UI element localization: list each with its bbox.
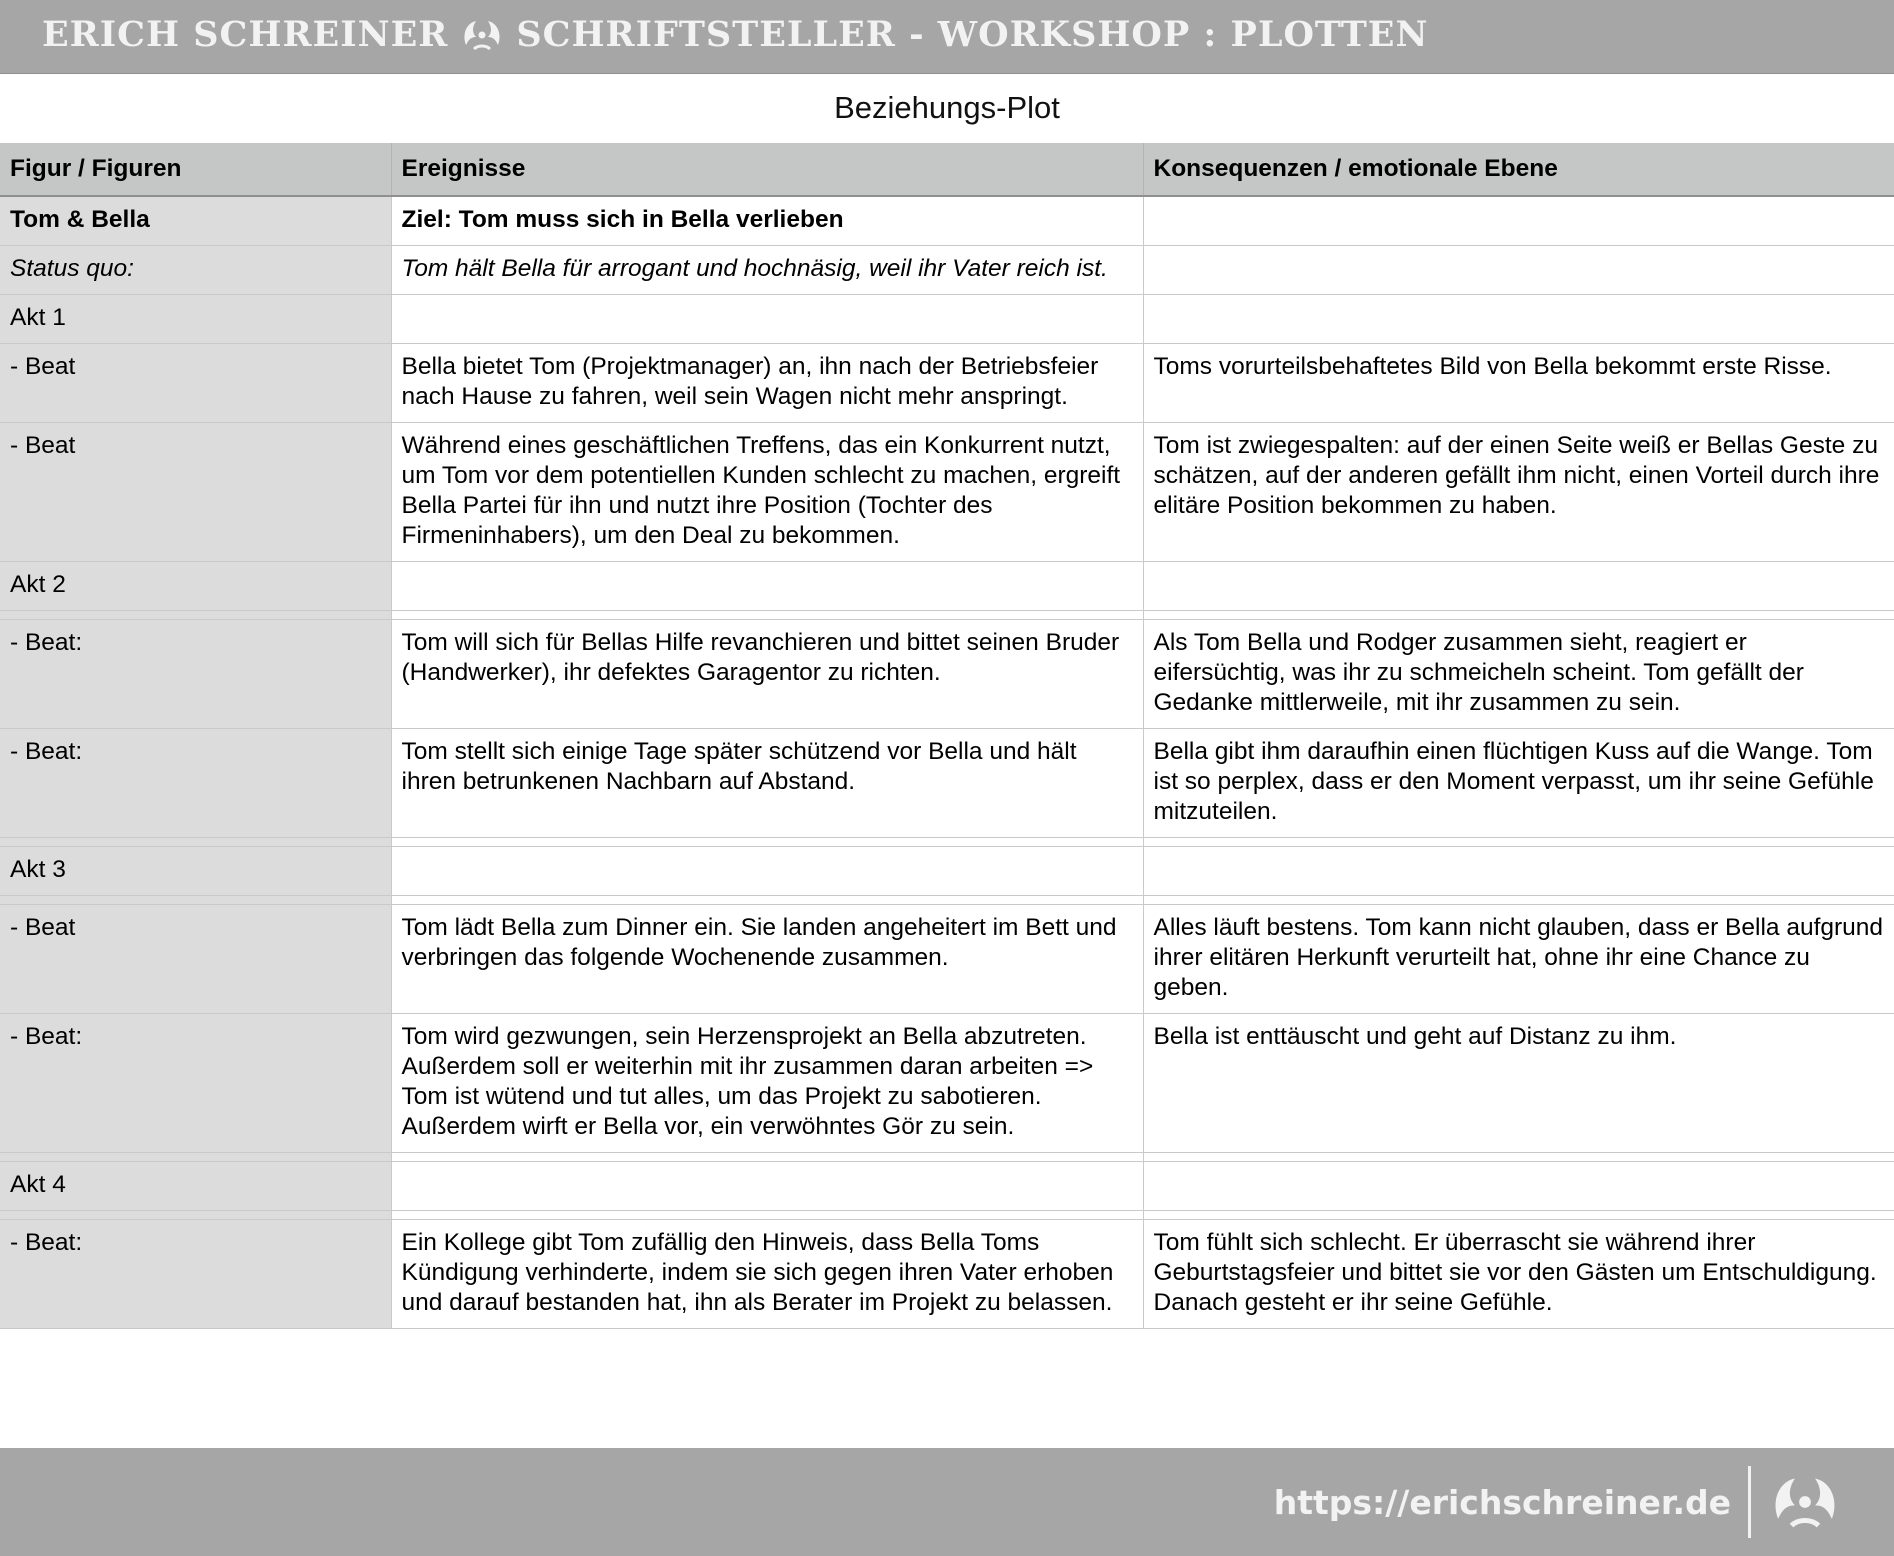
row-event: Tom hält Bella für arrogant und hochnäsig, weil ihr Vater reich ist. — [391, 246, 1143, 295]
table-row — [0, 1220, 1894, 1329]
column-header-figures: Figur / Figuren — [0, 143, 391, 196]
brand-name: ERICH SCHREINER — [42, 14, 449, 55]
table-row — [0, 620, 1894, 729]
row-event — [391, 611, 1143, 620]
table-row — [0, 246, 1894, 295]
table-row — [0, 1211, 1894, 1220]
row-event: Tom wird gezwungen, sein Herzensprojekt an Bella abzutreten. Außerdem soll er weiterhin mit ihr zusammen daran arbeiten => Tom ist wütend und tut alles, um das Projekt zu sabotieren. Außerdem wirft er Bella vor, ein verwöhntes Gör zu sein. — [391, 1014, 1143, 1153]
row-event: Ein Kollege gibt Tom zufällig den Hinweis, dass Bella Toms Kündigung verhinderte, indem sie sich gegen ihren Vater erhoben und darauf bestanden hat, ihn als Berater im Projekt zu belassen. — [391, 1220, 1143, 1329]
row-label: - Beat: — [0, 1220, 391, 1329]
row-consequence — [1143, 847, 1894, 896]
row-event: Tom stellt sich einige Tage später schützend vor Bella und hält ihren betrunkenen Nachbarn auf Abstand. — [391, 729, 1143, 838]
row-event — [391, 562, 1143, 611]
table-row — [0, 1014, 1894, 1153]
row-label: - Beat: — [0, 729, 391, 838]
row-label: - Beat — [0, 423, 391, 562]
row-consequence: Tom fühlt sich schlecht. Er überrascht sie während ihrer Geburtstagsfeier und bittet sie vor den Gästen um Entschuldigung. Danach gesteht er ihr seine Gefühle. — [1143, 1220, 1894, 1329]
row-consequence: Als Tom Bella und Rodger zusammen sieht, reagiert er eifersüchtig, was ihr zu schmeicheln scheint. Tom gefällt der Gedanke mittlerweile, mit ihr zusammen zu sein. — [1143, 620, 1894, 729]
row-event: Während eines geschäftlichen Treffens, das ein Konkurrent nutzt, um Tom vor dem potentiellen Kunden schlecht zu machen, ergreift Bella Partei für ihn und nutzt ihre Position (Tochter des Firmeninhabers), um den Deal zu bekommen. — [391, 423, 1143, 562]
row-event — [391, 295, 1143, 344]
row-event — [391, 1211, 1143, 1220]
table-row — [0, 196, 1894, 246]
document-title: Beziehungs-Plot — [834, 90, 1060, 125]
table-row — [0, 1162, 1894, 1211]
row-event — [391, 838, 1143, 847]
row-label — [0, 896, 391, 905]
row-event: Bella bietet Tom (Projektmanager) an, ihn nach der Betriebsfeier nach Hause zu fahren, weil sein Wagen nicht mehr anspringt. — [391, 344, 1143, 423]
brand-subtitle: SCHRIFTSTELLER - WORKSHOP : PLOTTEN — [516, 14, 1429, 55]
table-row — [0, 611, 1894, 620]
table-row — [0, 1153, 1894, 1162]
row-label — [0, 1153, 391, 1162]
rose-logo-icon — [460, 15, 504, 55]
row-consequence: Alles läuft bestens. Tom kann nicht glauben, dass er Bella aufgrund ihrer elitären Herkunft verurteilt hat, ohne ihr eine Chance zu geben. — [1143, 905, 1894, 1014]
row-consequence — [1143, 611, 1894, 620]
header-bar — [0, 0, 1894, 74]
row-label: - Beat — [0, 344, 391, 423]
row-label: Akt 4 — [0, 1162, 391, 1211]
table-header-row — [0, 143, 1894, 196]
row-consequence: Bella gibt ihm daraufhin einen flüchtigen Kuss auf die Wange. Tom ist so perplex, dass er den Moment verpasst, um ihr seine Gefühle mitzuteilen. — [1143, 729, 1894, 838]
row-event: Ziel: Tom muss sich in Bella verlieben — [391, 196, 1143, 246]
row-label: - Beat: — [0, 620, 391, 729]
row-label: Akt 3 — [0, 847, 391, 896]
row-event — [391, 1162, 1143, 1211]
row-event: Tom lädt Bella zum Dinner ein. Sie landen angeheitert im Bett und verbringen das folgende Wochenende zusammen. — [391, 905, 1143, 1014]
row-label — [0, 611, 391, 620]
row-event: Tom will sich für Bellas Hilfe revanchieren und bittet seinen Bruder (Handwerker), ihr defektes Garagentor zu richten. — [391, 620, 1143, 729]
row-label: Tom & Bella — [0, 196, 391, 246]
row-consequence — [1143, 1162, 1894, 1211]
table-row — [0, 562, 1894, 611]
brand-banner — [42, 14, 1428, 55]
table-row — [0, 838, 1894, 847]
row-consequence — [1143, 1211, 1894, 1220]
row-event — [391, 896, 1143, 905]
table-row — [0, 295, 1894, 344]
row-consequence — [1143, 562, 1894, 611]
row-consequence — [1143, 896, 1894, 905]
table-row — [0, 905, 1894, 1014]
row-event — [391, 847, 1143, 896]
row-consequence: Tom ist zwiegespalten: auf der einen Seite weiß er Bellas Geste zu schätzen, auf der anderen gefällt ihm nicht, einen Vorteil durch ihre elitäre Position bekommen zu haben. — [1143, 423, 1894, 562]
table-row — [0, 729, 1894, 838]
table-row — [0, 344, 1894, 423]
row-consequence — [1143, 1153, 1894, 1162]
row-label — [0, 1211, 391, 1220]
row-consequence — [1143, 838, 1894, 847]
row-consequence: Bella ist enttäuscht und geht auf Distanz zu ihm. — [1143, 1014, 1894, 1153]
column-header-events: Ereignisse — [391, 143, 1143, 196]
footer-bar — [0, 1448, 1894, 1556]
row-consequence — [1143, 295, 1894, 344]
table-row — [0, 847, 1894, 896]
row-label — [0, 838, 391, 847]
row-label: Akt 1 — [0, 295, 391, 344]
footer-divider — [1748, 1466, 1751, 1538]
table-row — [0, 423, 1894, 562]
row-label: - Beat: — [0, 1014, 391, 1153]
row-consequence — [1143, 246, 1894, 295]
table-row — [0, 896, 1894, 905]
row-label: - Beat — [0, 905, 391, 1014]
rose-logo-icon — [1768, 1468, 1842, 1536]
row-label: Akt 2 — [0, 562, 391, 611]
row-event — [391, 1153, 1143, 1162]
row-consequence: Toms vorurteilsbehaftetes Bild von Bella bekommt erste Risse. — [1143, 344, 1894, 423]
column-header-consequences: Konsequenzen / emotionale Ebene — [1143, 143, 1894, 196]
row-label: Status quo: — [0, 246, 391, 295]
row-consequence — [1143, 196, 1894, 246]
footer-url: https://erichschreiner.de — [1273, 1483, 1731, 1522]
plot-table — [0, 143, 1894, 1329]
